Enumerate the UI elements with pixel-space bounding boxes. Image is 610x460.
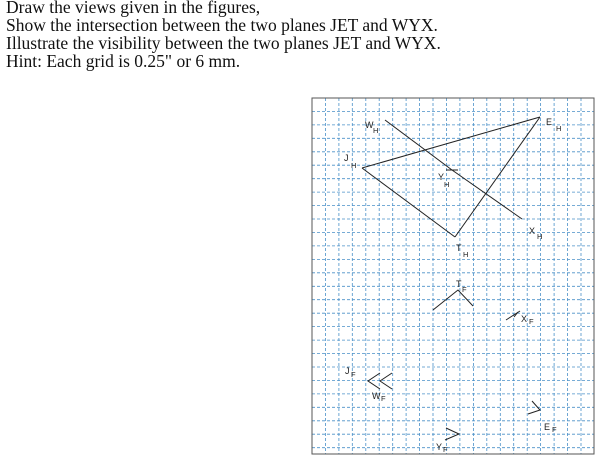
grid-border [312, 98, 594, 454]
label-w: W [365, 120, 374, 130]
label-wf: W [372, 391, 381, 401]
grid-lines [312, 98, 594, 454]
label-jf-sub: F [351, 370, 356, 379]
instruction-line-1: Draw the views given in the figures, [6, 0, 261, 17]
label-tf-sub: F [462, 285, 467, 294]
label-j: J [344, 153, 349, 163]
label-ef-sub: F [552, 425, 557, 434]
edge-yh-xh [452, 170, 522, 219]
label-xf: X [521, 314, 528, 324]
label-y-sub: H [444, 180, 450, 189]
instruction-line-3: Illustrate the visibility between the two planes JET and WYX. [6, 33, 441, 53]
label-e-sub: H [556, 124, 562, 133]
label-x: X [529, 226, 536, 236]
label-yf: Y [436, 442, 443, 452]
label-tf: T [456, 279, 462, 289]
wf-chevron-b [380, 373, 392, 389]
label-x-sub: H [537, 232, 543, 241]
instruction-line-2: Show the intersection between the two planes JET and WYX. [6, 15, 438, 35]
label-w-sub: H [373, 126, 379, 135]
label-t-sub: H [463, 250, 469, 259]
label-j-sub: H [351, 161, 357, 170]
instruction-line-4: Hint: Each grid is 0.25" or 6 mm. [6, 51, 241, 71]
label-e: E [546, 117, 553, 127]
label-yf-sub: F [443, 445, 448, 454]
label-wf-sub: F [381, 394, 386, 403]
wf-chevron-a [368, 373, 380, 389]
label-jf: J [345, 366, 350, 376]
label-ef: E [544, 422, 551, 432]
label-xf-sub: F [529, 317, 534, 326]
label-t: T [456, 243, 462, 253]
label-y: Y [438, 172, 445, 182]
